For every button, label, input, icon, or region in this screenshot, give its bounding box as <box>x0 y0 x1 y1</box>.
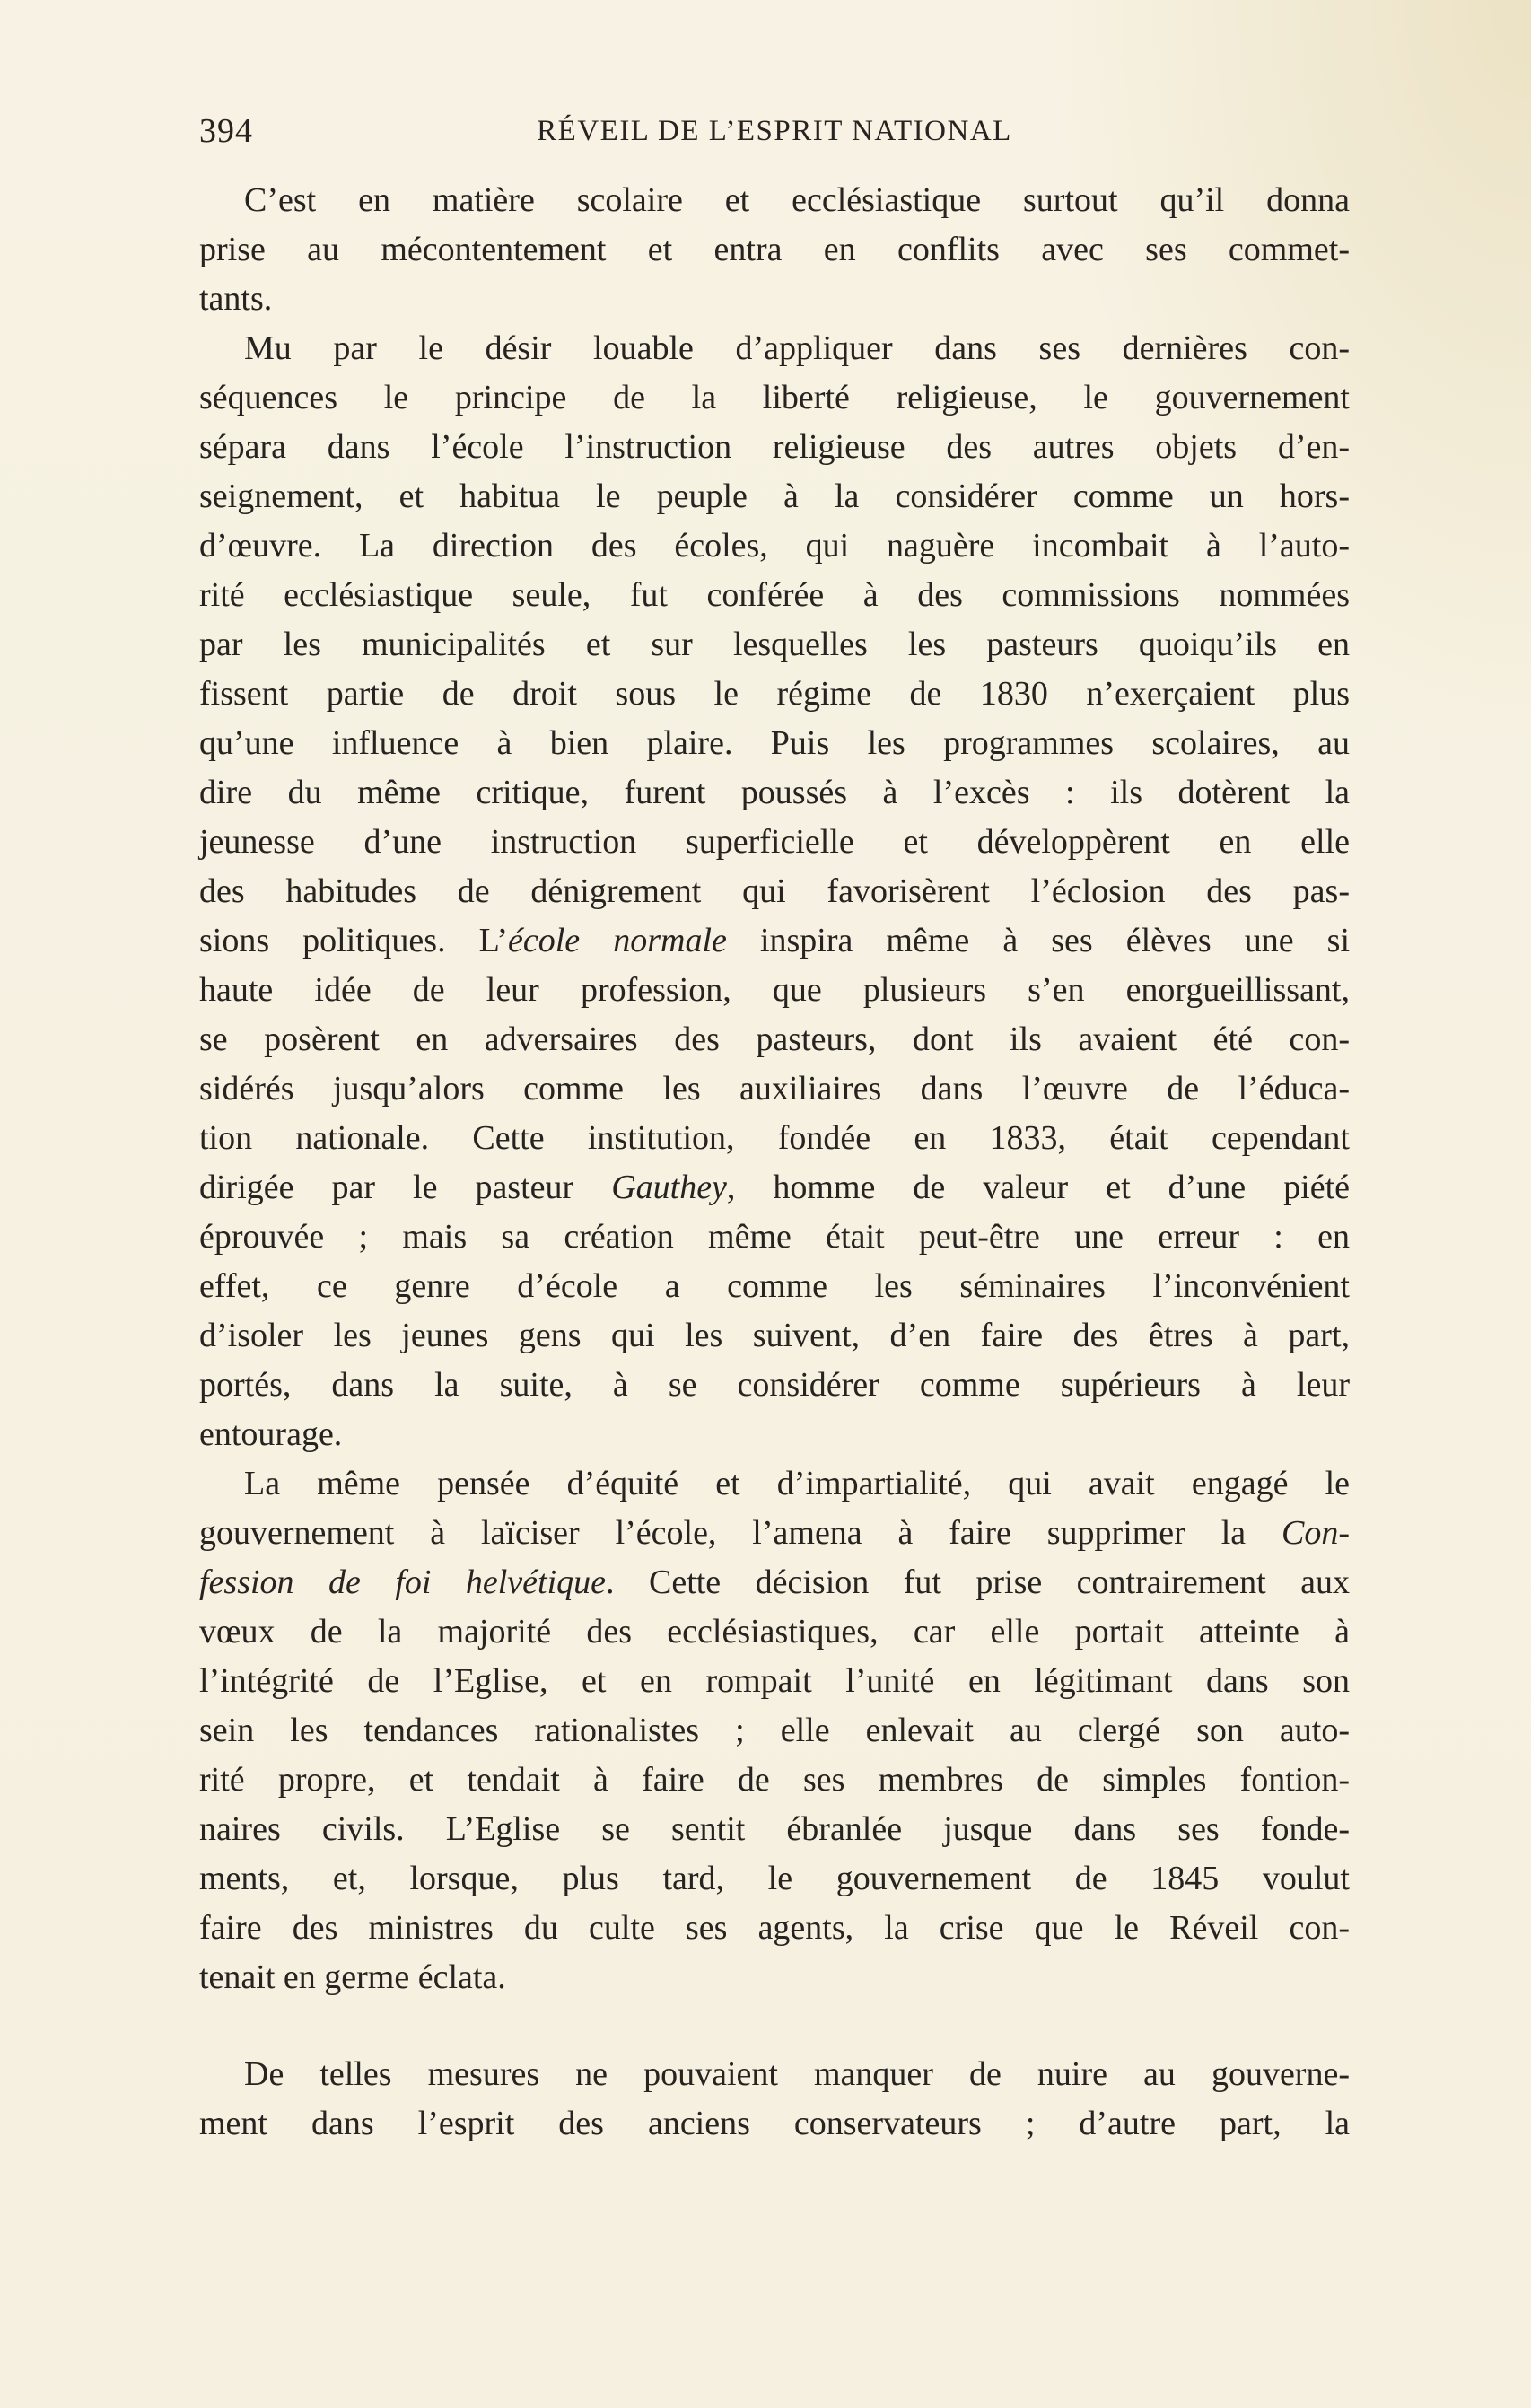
text-line: d’œuvre. La direction des écoles, qui naguère incombait à l’auto- <box>199 527 1350 565</box>
text-segment: , homme de valeur et d’une piété <box>726 1169 1350 1206</box>
italic-title-confession: fession de foi helvétique <box>199 1563 607 1601</box>
text-segment: inspira même à ses élèves une si <box>726 922 1350 959</box>
text-segment: sions politiques. L’ <box>199 922 509 959</box>
text-line: ments, et, lorsque, plus tard, le gouvernement de 1845 voulut <box>199 1860 1350 1897</box>
text-line: par les municipalités et sur lesquelles les pasteurs quoiqu’ils en <box>199 626 1350 663</box>
text-segment: dirigée par le pasteur <box>199 1169 612 1206</box>
text-line: La même pensée d’équité et d’impartialité, qui avait engagé le <box>244 1465 1350 1502</box>
text-line: naires civils. L’Eglise se sentit ébranlée jusque dans ses fonde- <box>199 1810 1350 1848</box>
text-line: entourage. <box>199 1415 343 1453</box>
text-line: vœux de la majorité des ecclésiastiques, car elle portait atteinte à <box>199 1613 1350 1651</box>
text-line: ment dans l’esprit des anciens conservateurs ; d’autre part, la <box>199 2105 1350 2142</box>
text-line: sein les tendances rationalistes ; elle enlevait au clergé son auto- <box>199 1712 1350 1749</box>
text-line: dire du même critique, furent poussés à l’excès : ils dotèrent la <box>199 774 1350 811</box>
running-head: RÉVEIL DE L’ESPRIT NATIONAL <box>537 115 1012 147</box>
text-line: fissent partie de droit sous le régime de 1830 n’exerçaient plus <box>199 675 1350 713</box>
italic-term-ecole-normale: école normale <box>508 922 727 959</box>
italic-name-gauthey: Gauthey <box>611 1169 727 1206</box>
text-line: rité propre, et tendait à faire de ses membres de simples fontion- <box>199 1761 1350 1799</box>
text-line: rité ecclésiastique seule, fut conférée à des commissions nommées <box>199 576 1350 614</box>
text-line: effet, ce genre d’école a comme les séminaires l’inconvénient <box>199 1267 1350 1305</box>
text-line: seignement, et habitua le peuple à la considérer comme un hors- <box>199 477 1350 515</box>
text-line: sépara dans l’école l’instruction religieuse des autres objets d’en- <box>199 428 1350 466</box>
text-line: d’isoler les jeunes gens qui les suivent, d’en faire des êtres à part, <box>199 1317 1350 1354</box>
text-line: l’intégrité de l’Eglise, et en rompait l’unité en légitimant dans son <box>199 1662 1350 1700</box>
text-line: qu’une influence à bien plaire. Puis les programmes scolaires, au <box>199 724 1350 762</box>
text-line: des habitudes de dénigrement qui favorisèrent l’éclosion des pas- <box>199 872 1350 910</box>
italic-title-confession: Con- <box>1282 1514 1350 1552</box>
text-line: jeunesse d’une instruction superficielle et développèrent en elle <box>199 823 1350 861</box>
text-line: tants. <box>199 280 273 318</box>
page-header <box>199 106 1350 156</box>
text-line: séquences le principe de la liberté religieuse, le gouvernement <box>199 379 1350 416</box>
text-line: sidérés jusqu’alors comme les auxiliaires dans l’œuvre de l’éduca- <box>199 1070 1350 1108</box>
text-line: éprouvée ; mais sa création même était peut-être une erreur : en <box>199 1218 1350 1256</box>
text-line: portés, dans la suite, à se considérer comme supérieurs à leur <box>199 1366 1350 1404</box>
text-segment: gouvernement à laïciser l’école, l’amena à faire supprimer la <box>199 1514 1282 1552</box>
paragraph-gap <box>199 2002 1350 2050</box>
text-line <box>199 916 1350 966</box>
text-line: haute idée de leur profession, que plusieurs s’en enorgueillissant, <box>199 971 1350 1009</box>
text-segment: . Cette décision fut prise contrairement aux <box>606 1563 1350 1601</box>
text-line: se posèrent en adversaires des pasteurs, dont ils avaient été con- <box>199 1020 1350 1058</box>
text-line: Mu par le désir louable d’appliquer dans ses dernières con- <box>244 329 1350 367</box>
body-text <box>199 176 1350 2149</box>
text-line <box>199 1509 1350 1558</box>
text-line: De telles mesures ne pouvaient manquer de nuire au gouverne- <box>244 2055 1350 2093</box>
page-number: 394 <box>199 112 253 150</box>
text-line: faire des ministres du culte ses agents, la crise que le Réveil con- <box>199 1909 1350 1947</box>
text-line: C’est en matière scolaire et ecclésiastique surtout qu’il donna <box>244 181 1350 219</box>
text-line: tenait en germe éclata. <box>199 1958 506 1996</box>
text-line <box>199 1163 1350 1213</box>
text-line <box>199 1558 1350 1607</box>
text-line: prise au mécontentement et entra en conflits avec ses commet- <box>199 231 1350 268</box>
text-line: tion nationale. Cette institution, fondée en 1833, était cependant <box>199 1119 1350 1157</box>
